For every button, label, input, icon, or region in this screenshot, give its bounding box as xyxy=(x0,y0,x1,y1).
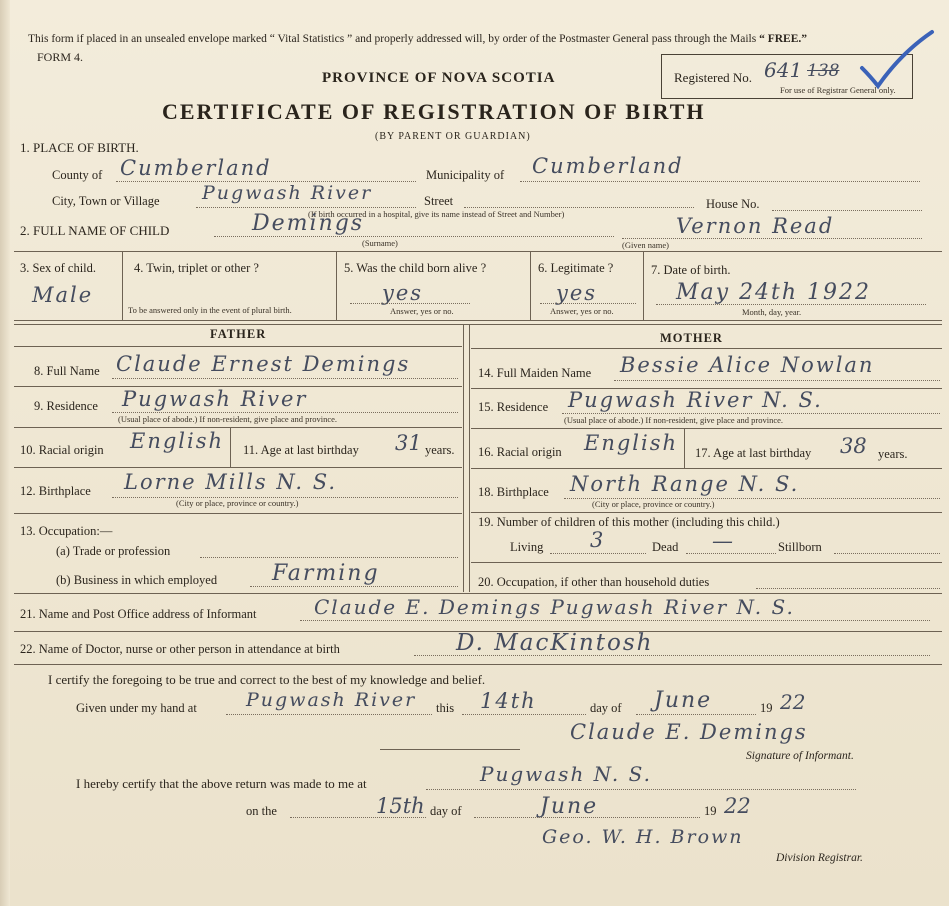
father-name-label: 8. Full Name xyxy=(34,364,100,378)
mother-race: English xyxy=(584,431,679,455)
row3-divider-4 xyxy=(643,251,644,320)
row3-divider-1 xyxy=(122,251,123,320)
sex-label: 3. Sex of child. xyxy=(20,261,97,275)
short-rule xyxy=(380,749,520,750)
business-label: (b) Business in which employed xyxy=(56,573,218,587)
registrar-place-rule xyxy=(426,789,856,790)
stillborn-rule xyxy=(834,553,940,554)
certify-day: 14th xyxy=(480,689,537,713)
informant-signature: Claude E. Demings xyxy=(570,720,808,744)
father-birthplace-note: (City or place, province or country.) xyxy=(176,498,299,508)
postal-notice-free: “ FREE.” xyxy=(759,33,807,45)
mother-residence: Pugwash River N. S. xyxy=(568,388,823,412)
father-birthplace: Lorne Mills N. S. xyxy=(124,470,338,494)
place-of-birth-label: 1. PLACE OF BIRTH. xyxy=(20,140,139,155)
row3-bottom-rule xyxy=(14,320,942,321)
dead-label: Dead xyxy=(652,540,679,554)
city-rule xyxy=(196,207,416,208)
mother-name-label: 14. Full Maiden Name xyxy=(478,366,592,380)
alive-note: Answer, yes or no. xyxy=(390,306,454,316)
form-number: FORM 4. xyxy=(37,50,84,64)
child-surname: Demings xyxy=(252,211,365,236)
certify-statement: I certify the foregoing to be true and correct to the best of my knowledge and belief. xyxy=(48,672,486,687)
mother-years: years. xyxy=(878,447,908,461)
doctor-label: 22. Name of Doctor, nurse or other person in attendance at birth xyxy=(20,642,340,656)
certify-dayof-label: day of xyxy=(590,701,622,715)
informant-top-rule xyxy=(14,593,942,594)
living-label: Living xyxy=(510,540,544,554)
house-rule xyxy=(772,210,922,211)
registered-struck: 138 xyxy=(807,61,840,81)
mother-heading-rule xyxy=(471,348,942,349)
municipality-label: Municipality of xyxy=(426,168,505,182)
legitimate-value: yes xyxy=(556,281,598,305)
trade-label: (a) Trade or profession xyxy=(56,544,171,558)
given-place-rule xyxy=(226,714,432,715)
informant-label: 21. Name and Post Office address of Informant xyxy=(20,607,257,621)
father-race: English xyxy=(130,429,225,453)
mother-row19-rule xyxy=(471,562,942,563)
postal-notice xyxy=(28,33,807,45)
child-surname-rule xyxy=(214,236,614,237)
registrar-month: June xyxy=(540,794,599,819)
mother-occupation-rule xyxy=(756,588,940,589)
division-registrar-label: Division Registrar. xyxy=(776,852,863,864)
father-residence-rule xyxy=(112,412,458,413)
mother-age: 38 xyxy=(840,434,867,458)
twin-label: 4. Twin, triplet or other ? xyxy=(134,261,259,275)
mother-heading: MOTHER xyxy=(660,331,723,345)
father-heading-rule xyxy=(14,346,462,347)
mother-row16-rule xyxy=(471,468,942,469)
trade-rule xyxy=(200,557,458,558)
legitimate-note: Answer, yes or no. xyxy=(550,306,614,316)
father-years: years. xyxy=(425,443,455,457)
municipality-rule xyxy=(520,181,920,182)
children-label: 19. Number of children of this mother (including this child.) xyxy=(478,515,780,529)
father-row9-rule xyxy=(14,427,462,428)
mother-birthplace: North Range N. S. xyxy=(570,472,800,496)
this-label: this xyxy=(436,701,455,715)
registrar-year-prefix: 19 xyxy=(704,804,717,818)
house-label: House No. xyxy=(706,197,760,211)
surname-caption: (Surname) xyxy=(362,238,398,248)
father-age: 31 xyxy=(395,431,422,455)
registrar-month-rule xyxy=(474,817,700,818)
registrar-statement: I hereby certify that the above return was made to me at xyxy=(76,776,367,791)
certify-month-rule xyxy=(636,714,756,715)
father-race-label: 10. Racial origin xyxy=(20,443,104,457)
check-mark-icon xyxy=(856,28,936,90)
mother-name-rule xyxy=(614,380,940,381)
registrar-day-rule xyxy=(290,817,426,818)
county-label: County of xyxy=(52,168,103,182)
mother-name: Bessie Alice Nowlan xyxy=(620,353,875,377)
certify-year: 22 xyxy=(780,690,806,714)
father-race-divider xyxy=(230,427,231,467)
living-rule xyxy=(550,553,646,554)
child-given-rule xyxy=(622,238,922,239)
informant-value: Claude E. Demings Pugwash River N. S. xyxy=(314,595,795,619)
mother-occupation-label: 20. Occupation, if other than household duties xyxy=(478,575,710,589)
doctor-rule xyxy=(414,655,930,656)
certify-month: June xyxy=(654,688,713,713)
date-label: 7. Date of birth. xyxy=(651,263,731,277)
alive-rule xyxy=(350,303,470,304)
certificate-title: CERTIFICATE OF REGISTRATION OF BIRTH xyxy=(162,99,706,124)
doctor-value: D. MacKintosh xyxy=(456,630,654,656)
alive-value: yes xyxy=(382,281,424,305)
legitimate-rule xyxy=(540,303,636,304)
business-value: Farming xyxy=(272,561,380,586)
dead-value: — xyxy=(712,529,735,553)
mother-residence-label: 15. Residence xyxy=(478,400,549,414)
father-birthplace-label: 12. Birthplace xyxy=(20,484,91,498)
row3-top-rule xyxy=(14,251,942,252)
child-given-name: Vernon Read xyxy=(676,214,835,238)
county-value: Cumberland xyxy=(120,156,272,180)
date-value: May 24th 1922 xyxy=(676,280,872,305)
given-caption: (Given name) xyxy=(622,240,669,250)
father-heading: FATHER xyxy=(210,327,267,341)
province-heading: PROVINCE OF NOVA SCOTIA xyxy=(322,70,556,86)
mother-race-label: 16. Racial origin xyxy=(478,445,562,459)
parents-top-rule xyxy=(14,324,942,325)
dead-rule xyxy=(686,553,776,554)
legitimate-label: 6. Legitimate ? xyxy=(538,261,614,275)
date-note: Month, day, year. xyxy=(742,307,802,317)
father-residence: Pugwash River xyxy=(122,387,308,411)
registrar-dayof-label: day of xyxy=(430,804,462,818)
certify-year-prefix: 19 xyxy=(760,701,773,715)
father-name-rule xyxy=(112,378,458,379)
registrar-use-note: For use of Registrar General only. xyxy=(780,85,896,95)
father-row12-rule xyxy=(14,513,462,514)
mother-row18-rule xyxy=(471,512,942,513)
registered-label: Registered No. xyxy=(674,70,752,85)
parents-divider xyxy=(463,324,464,592)
row3-divider-2 xyxy=(336,251,337,320)
father-name: Claude Ernest Demings xyxy=(116,352,411,376)
doctor-bottom-rule xyxy=(14,664,942,665)
certify-day-rule xyxy=(462,714,586,715)
living-value: 3 xyxy=(590,528,606,552)
father-row10-rule xyxy=(14,467,462,468)
street-label: Street xyxy=(424,194,454,208)
street-rule xyxy=(464,207,694,208)
certificate-subtitle: (BY PARENT OR GUARDIAN) xyxy=(375,131,531,142)
business-rule xyxy=(250,586,458,587)
twin-note: To be answered only in the event of plural birth. xyxy=(128,305,292,315)
hospital-note: (If birth occurred in a hospital, give its name instead of Street and Number) xyxy=(308,209,565,219)
father-age-label: 11. Age at last birthday xyxy=(243,443,359,457)
stillborn-label: Stillborn xyxy=(778,540,822,554)
father-residence-label: 9. Residence xyxy=(34,399,98,413)
sex-value: Male xyxy=(32,283,94,307)
mother-race-divider xyxy=(684,428,685,468)
given-place: Pugwash River xyxy=(246,689,417,711)
postal-notice-text: This form if placed in an unsealed envelope marked “ Vital Statistics ” and properly addressed will, by order of the Postmaster General pass through the Mails xyxy=(28,33,757,45)
registrar-day: 15th xyxy=(376,794,425,818)
row3-divider-3 xyxy=(530,251,531,320)
informant-rule xyxy=(300,620,930,621)
father-residence-note: (Usual place of abode.) If non-resident, give place and province. xyxy=(118,414,338,424)
municipality-value: Cumberland xyxy=(532,154,684,178)
mother-residence-note: (Usual place of abode.) If non-resident, give place and province. xyxy=(564,415,784,425)
city-label: City, Town or Village xyxy=(52,194,160,208)
alive-label: 5. Was the child born alive ? xyxy=(344,261,487,275)
left-binding-edge xyxy=(0,0,10,906)
registrar-on-label: on the xyxy=(246,804,277,818)
mother-age-label: 17. Age at last birthday xyxy=(695,446,812,460)
registrar-place: Pugwash N. S. xyxy=(480,762,652,786)
child-name-label: 2. FULL NAME OF CHILD xyxy=(20,223,170,238)
registrar-year: 22 xyxy=(724,794,751,818)
occupation-label: 13. Occupation:— xyxy=(20,524,113,538)
registrar-signature: Geo. W. H. Brown xyxy=(542,826,744,848)
city-value: Pugwash River xyxy=(202,182,373,204)
mother-birthplace-note: (City or place, province or country.) xyxy=(592,499,715,509)
mother-row15-rule xyxy=(471,428,942,429)
registered-value: 641 xyxy=(764,58,803,82)
mother-residence-rule xyxy=(562,413,940,414)
informant-signature-label: Signature of Informant. xyxy=(746,750,854,762)
date-rule xyxy=(656,304,926,305)
given-under-label: Given under my hand at xyxy=(76,701,197,715)
mother-birthplace-label: 18. Birthplace xyxy=(478,485,549,499)
parents-divider-2 xyxy=(469,324,470,592)
